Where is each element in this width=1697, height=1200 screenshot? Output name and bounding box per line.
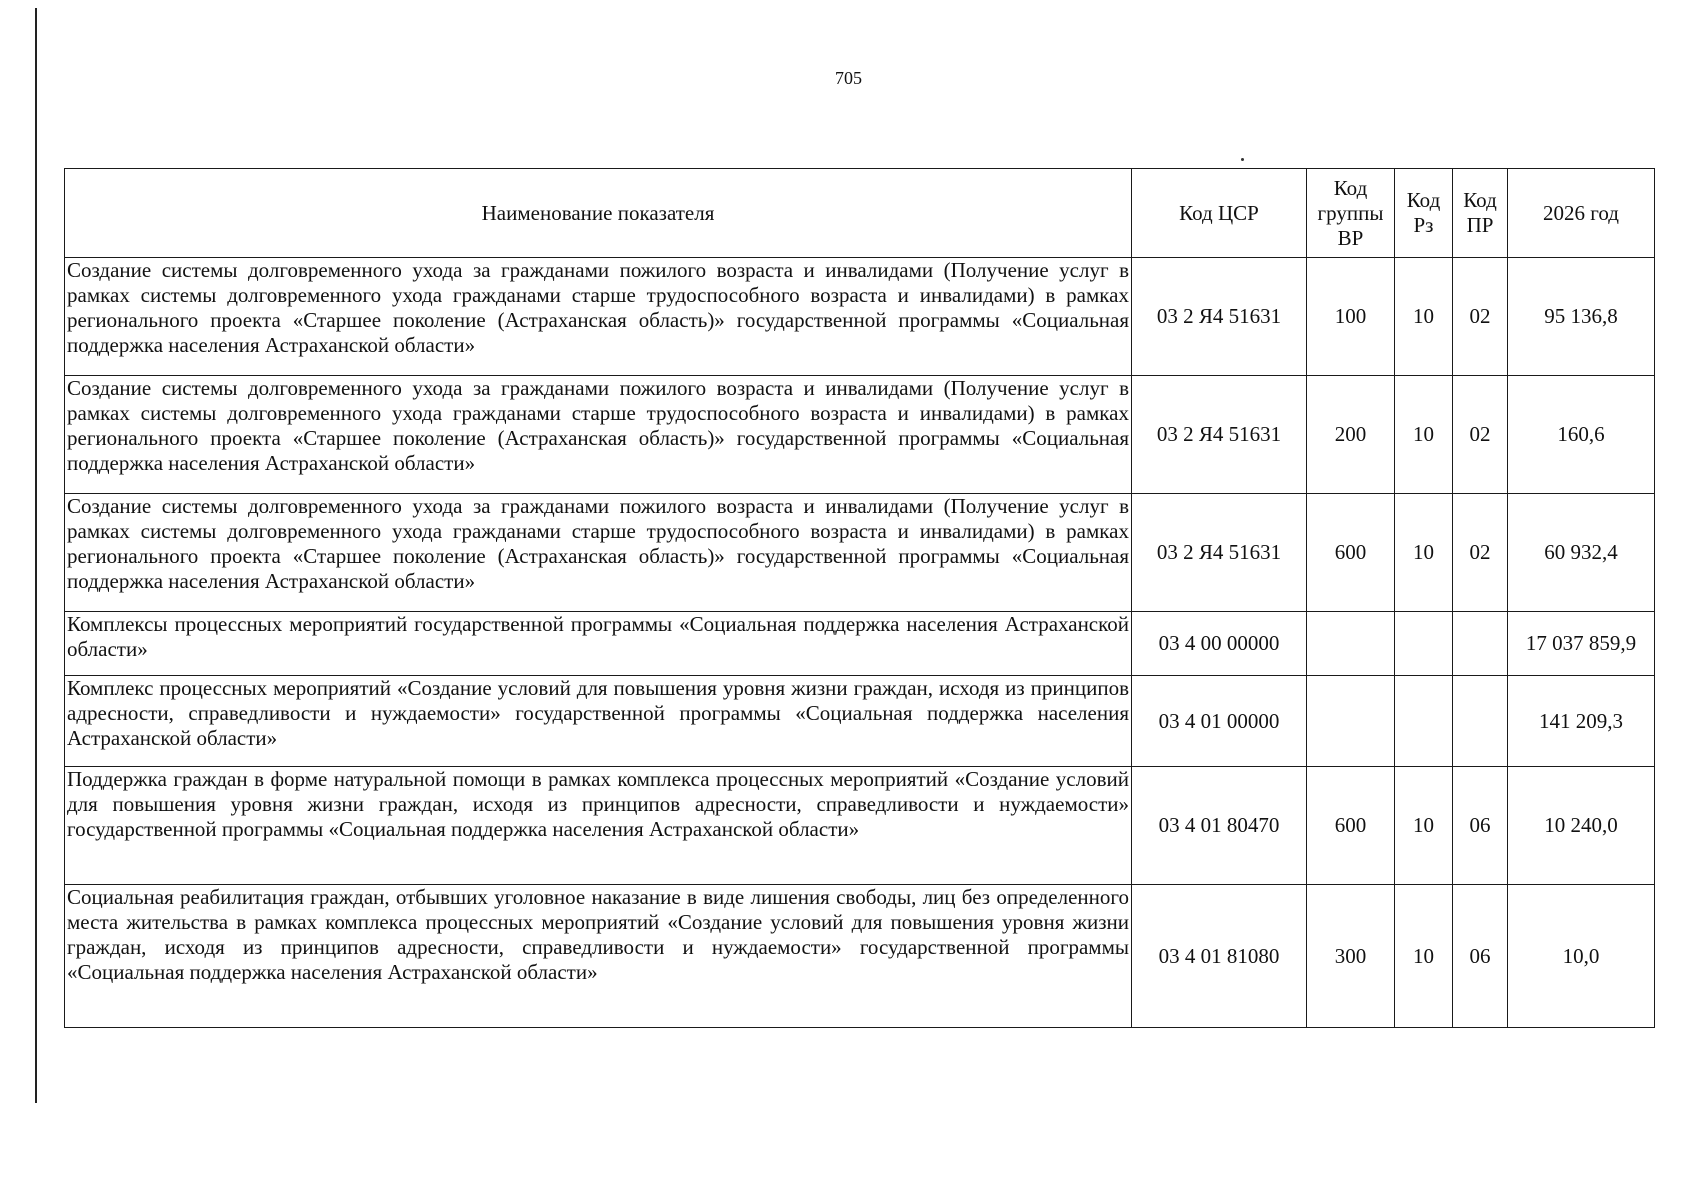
row-rz: 10 [1395,767,1453,885]
header-year: 2026 год [1508,169,1655,258]
row-name: Социальная реабилитация граждан, отбывших уголовное наказание в виде лишения свободы, лиц без определенного места жительства в рамках комплекса процессных мероприятий «Создание условий для повышения уровня жизни граждан, исходя из принципов адресности, справедливости и нуждаемости» государственной программы «Социальная поддержка населения Астраханской области» [65,885,1132,1028]
table-row [65,376,1655,494]
row-pr [1453,612,1508,676]
page-number: 705 [835,68,862,88]
table-row [65,767,1655,885]
header-pr: Код ПР [1453,169,1508,258]
row-amount: 95 136,8 [1508,258,1655,376]
row-vr [1307,612,1395,676]
table-row [65,258,1655,376]
binding-edge-line [35,8,37,1103]
row-csr: 03 2 Я4 51631 [1132,376,1307,494]
row-csr: 03 4 01 00000 [1132,676,1307,767]
row-name: Создание системы долговременного ухода за гражданами пожилого возраста и инвалидами (Получение услуг в рамках системы долговременного ухода гражданами старше трудоспособного возраста и инвалидами) в рамках регионального проекта «Старшее поколение (Астраханская область)» государственной программы «Социальная поддержка населения Астраханской области» [65,494,1132,612]
row-rz: 10 [1395,258,1453,376]
row-csr: 03 2 Я4 51631 [1132,494,1307,612]
header-rz: Код Рз [1395,169,1453,258]
row-csr: 03 2 Я4 51631 [1132,258,1307,376]
row-name: Создание системы долговременного ухода за гражданами пожилого возраста и инвалидами (Получение услуг в рамках системы долговременного ухода гражданами старше трудоспособного возраста и инвалидами) в рамках регионального проекта «Старшее поколение (Астраханская область)» государственной программы «Социальная поддержка населения Астраханской области» [65,376,1132,494]
header-name: Наименование показателя [65,169,1132,258]
row-pr [1453,676,1508,767]
row-rz: 10 [1395,376,1453,494]
header-vr: Код группы ВР [1307,169,1395,258]
row-vr: 300 [1307,885,1395,1028]
table-body [65,258,1655,1028]
row-vr: 600 [1307,494,1395,612]
budget-table [64,168,1655,1028]
row-pr: 06 [1453,767,1508,885]
row-csr: 03 4 01 81080 [1132,885,1307,1028]
row-amount: 141 209,3 [1508,676,1655,767]
row-name: Поддержка граждан в форме натуральной помощи в рамках комплекса процессных мероприятий «Создание условий для повышения уровня жизни граждан, исходя из принципов адресности, справедливости и нуждаемости» государственной программы «Социальная поддержка населения Астраханской области» [65,767,1132,885]
table-row [65,494,1655,612]
row-name: Комплексы процессных мероприятий государственной программы «Социальная поддержка населения Астраханской области» [65,612,1132,676]
row-amount: 160,6 [1508,376,1655,494]
row-pr: 02 [1453,494,1508,612]
row-csr: 03 4 00 00000 [1132,612,1307,676]
row-rz: 10 [1395,885,1453,1028]
scan-speck [1241,158,1244,161]
row-rz: 10 [1395,494,1453,612]
row-vr: 600 [1307,767,1395,885]
table-row [65,885,1655,1028]
row-amount: 17 037 859,9 [1508,612,1655,676]
row-vr: 200 [1307,376,1395,494]
header-row [65,169,1655,258]
table-row [65,612,1655,676]
row-name: Комплекс процессных мероприятий «Создание условий для повышения уровня жизни граждан, исходя из принципов адресности, справедливости и нуждаемости» государственной программы «Социальная поддержка населения Астраханской области» [65,676,1132,767]
row-name: Создание системы долговременного ухода за гражданами пожилого возраста и инвалидами (Получение услуг в рамках системы долговременного ухода гражданами старше трудоспособного возраста и инвалидами) в рамках регионального проекта «Старшее поколение (Астраханская область)» государственной программы «Социальная поддержка населения Астраханской области» [65,258,1132,376]
row-pr: 02 [1453,376,1508,494]
row-pr: 06 [1453,885,1508,1028]
row-vr: 100 [1307,258,1395,376]
row-rz [1395,612,1453,676]
row-vr [1307,676,1395,767]
row-csr: 03 4 01 80470 [1132,767,1307,885]
table-row [65,676,1655,767]
row-pr: 02 [1453,258,1508,376]
row-amount: 10,0 [1508,885,1655,1028]
row-amount: 10 240,0 [1508,767,1655,885]
header-csr: Код ЦСР [1132,169,1307,258]
row-rz [1395,676,1453,767]
table-header [65,169,1655,258]
row-amount: 60 932,4 [1508,494,1655,612]
